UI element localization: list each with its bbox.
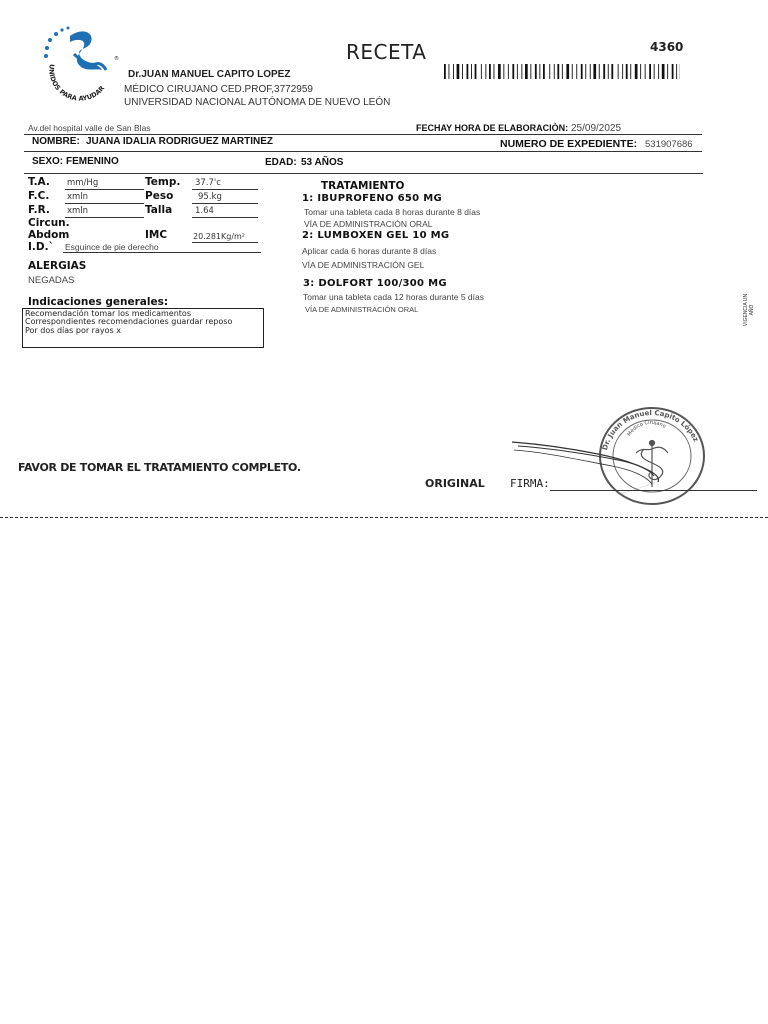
- underline: [192, 217, 258, 218]
- peso-value: 95.kg: [198, 192, 222, 202]
- underline: [65, 189, 144, 190]
- doctor-name: Dr.JUAN MANUEL CAPITO LOPEZ: [128, 69, 291, 80]
- medication-instructions: Aplicar cada 6 horas durante 8 días: [302, 246, 437, 256]
- underline: [192, 189, 258, 190]
- date-value: 25/09/2025: [571, 123, 622, 134]
- medication-route: VÍA DE ADMINISTRACIÓN ORAL: [305, 305, 419, 314]
- treatment-heading: TRATAMIENTO: [321, 180, 405, 192]
- underline: [192, 242, 258, 243]
- ta-value: mm/Hg: [67, 178, 99, 188]
- signature-label: FIRMA:: [510, 477, 550, 490]
- indications-line: Correspondientes recomendaciones guardar reposo: [25, 317, 233, 326]
- patient-name: JUANA IDALIA RODRIGUEZ MARTINEZ: [86, 136, 274, 147]
- svg-text:®: ®: [114, 56, 119, 62]
- fr-label: F.R.: [28, 204, 50, 216]
- expediente-value: 531907686: [645, 139, 693, 150]
- underline: [65, 217, 144, 218]
- circun-label: Circun.: [28, 217, 70, 229]
- talla-value: 1.64: [195, 206, 214, 216]
- doctor-specialty: MÉDICO CIRUJANO CED.PROF,3772959: [124, 84, 313, 95]
- medication-name: 1: IBUPROFENO 650 MG: [302, 193, 442, 204]
- signature-line: [550, 490, 757, 491]
- folio-number: 4360: [650, 40, 684, 54]
- fr-value: xmln: [67, 206, 89, 216]
- underline: [192, 203, 258, 204]
- fc-label: F.C.: [28, 190, 50, 202]
- divider: [24, 151, 702, 152]
- age-value: 53 AÑOS: [301, 157, 344, 168]
- indications-box: [22, 308, 264, 348]
- id-label: I.D.`: [28, 241, 54, 253]
- clinic-logo: [40, 24, 122, 102]
- age-label: EDAD:: [265, 157, 297, 168]
- abdom-label: Abdom: [28, 229, 70, 241]
- id-value: Esguince de pie derecho: [65, 242, 159, 252]
- allergies-label: ALERGIAS: [28, 260, 87, 272]
- divider: [24, 134, 702, 135]
- talla-label: Talla: [145, 204, 173, 216]
- medication-instructions: Tomar una tableta cada 12 horas durante 5 días: [303, 292, 484, 302]
- underline: [65, 203, 144, 204]
- sex-value: FEMENINO: [66, 156, 119, 167]
- fc-value: xmln: [67, 192, 89, 202]
- original-label: ORIGINAL: [425, 477, 485, 490]
- medication-route: VÍA DE ADMINISTRACIÓN GEL: [302, 260, 425, 270]
- peso-label: Peso: [145, 190, 174, 202]
- svg-text:······························: ······························: [620, 479, 659, 496]
- doctor-university: UNIVERSIDAD NACIONAL AUTÓNOMA DE NUEVO LEÓN: [124, 97, 391, 108]
- document-title: RECETA: [346, 40, 427, 64]
- allergies-value: NEGADAS: [28, 275, 75, 286]
- sex-label: SEXO:: [32, 156, 64, 167]
- temp-label: Temp.: [145, 176, 181, 188]
- svg-text:UNIDOS PARA AYUDAR: UNIDOS PARA AYUDAR: [47, 63, 107, 102]
- barcode: [444, 64, 680, 79]
- medication-route: VÍA DE ADMINISTRACIÓN ORAL: [304, 219, 433, 229]
- clinic-address: Av.del hospital valle de San Blas: [28, 123, 151, 133]
- imc-value: 20.281Kg/m²: [193, 232, 246, 241]
- indications-line: Por dos días por rayos x: [25, 326, 121, 335]
- name-label: NOMBRE:: [32, 136, 80, 147]
- temp-value: 37.7'c: [195, 178, 221, 188]
- medication-name: 3: DOLFORT 100/300 MG: [303, 278, 447, 289]
- favor-message: FAVOR DE TOMAR EL TRATAMIENTO COMPLETO.: [18, 461, 301, 474]
- divider: [24, 173, 703, 174]
- svg-text:Médico Cirujano: Médico Cirujano: [626, 419, 667, 438]
- expediente-label: NUMERO DE EXPEDIENTE:: [500, 138, 638, 150]
- cut-line: [0, 517, 768, 518]
- ta-label: T.A.: [28, 176, 50, 188]
- indications-label: Indicaciones generales:: [28, 296, 169, 308]
- vigencia-text: VIGENCIA UN AÑO: [743, 293, 755, 327]
- medication-name: 2: LUMBOXEN GEL 10 MG: [302, 230, 450, 241]
- underline: [63, 252, 261, 253]
- date-label: FECHAY HORA DE ELABORACIÒN:: [416, 123, 569, 133]
- indications-line: Recomendación tomar los medicamentos: [25, 309, 191, 318]
- imc-label: IMC: [145, 229, 168, 241]
- svg-text:Dr. Juan Manuel Capito López: Dr. Juan Manuel Capito López: [600, 409, 700, 452]
- medication-instructions: Tomar una tableta cada 8 horas durante 8 días: [304, 207, 481, 217]
